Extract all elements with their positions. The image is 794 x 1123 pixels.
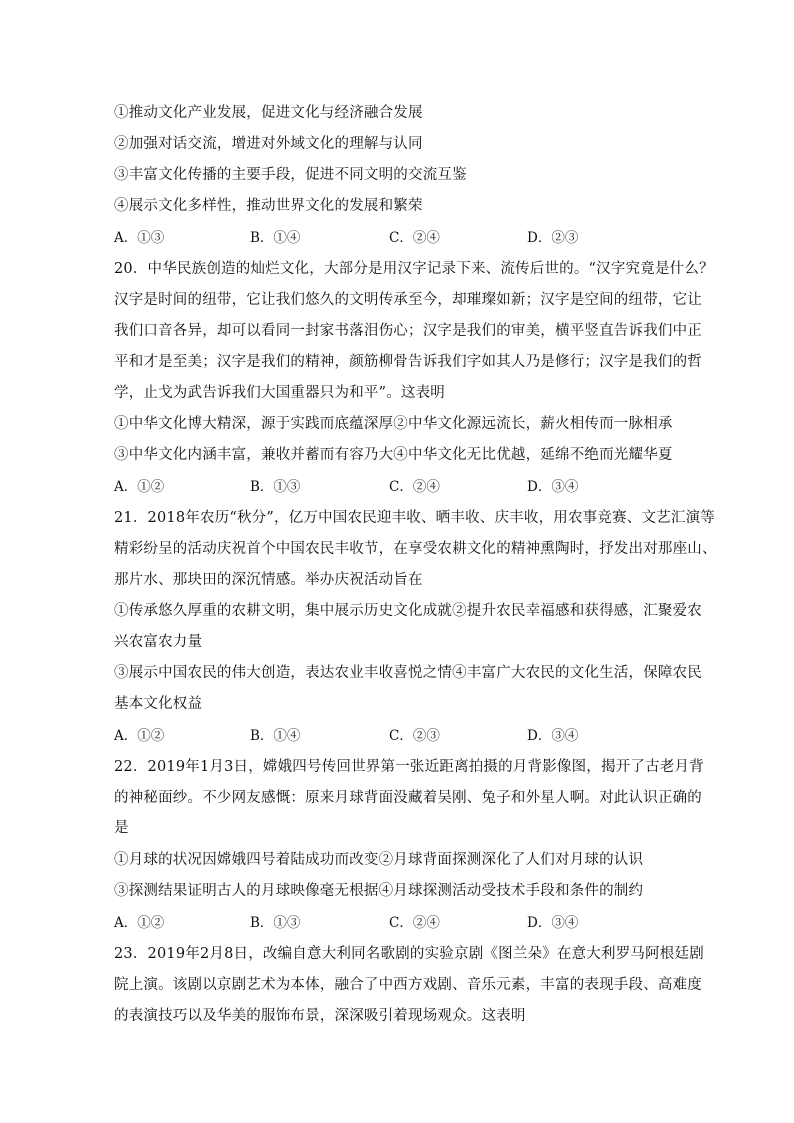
- q20-option-d: D．③④: [527, 479, 579, 495]
- q22-option-c: C．②④: [389, 915, 440, 931]
- q20-stem-line-3: 我们口音各异，却可以看同一封家书落泪伤心；汉字是我们的审美，横平竖直告诉我们中正: [114, 323, 702, 339]
- q21-option-b: B．①④: [250, 728, 301, 744]
- q19-option-a: A．①③: [114, 230, 165, 246]
- q19-item-2: ②加强对话交流，增进对外域文化的理解与认同: [114, 136, 423, 152]
- q22-stem-line-2: 的神秘面纱。不少网友感慨：原来月球背面没藏着吴刚、兔子和外星人啊。对此认识正确的: [114, 790, 702, 806]
- q19-option-c: C．②④: [389, 230, 440, 246]
- q21-item-line-4: 基本文化权益: [114, 696, 203, 712]
- q23-stem-line-2: 院上演。该剧以京剧艺术为本体，融合了中西方戏剧、音乐元素，丰富的表现手段、高难度: [114, 977, 702, 993]
- q21-item-line-2: 兴农富农力量: [114, 634, 203, 650]
- q22-item-line-1: ①月球的状况因嫦娥四号着陆成功而改变②月球背面探测深化了人们对月球的认识: [114, 852, 644, 868]
- q21-stem-line-2: 精彩纷呈的活动庆祝首个中国农民丰收节，在享受农耕文化的精神熏陶时，抒发出对那座山、: [114, 541, 717, 557]
- q20-item-line-2: ③中华文化内涵丰富，兼收并蓄而有容乃大④中华文化无比优越，延绵不绝而光耀华夏: [114, 447, 673, 463]
- q22-option-a: A．①②: [114, 915, 165, 931]
- q19-option-d: D．②③: [527, 230, 579, 246]
- q21-option-c: C．②③: [389, 728, 440, 744]
- q20-option-a: A．①②: [114, 479, 165, 495]
- q20-stem-line-1: 20．中华民族创造的灿烂文化，大部分是用汉字记录下来、流传后世的。“汉字究竟是什么？: [114, 261, 714, 277]
- q21-stem-line-1: 21．2018年农历“秋分”，亿万中国农民迎丰收、晒丰收、庆丰收，用农事竞赛、文艺汇演等: [114, 510, 715, 526]
- q20-stem-line-2: 汉字是时间的纽带，它让我们悠久的文明传承至今，却璀璨如新；汉字是空间的纽带，它让: [114, 292, 702, 308]
- q19-item-3: ③丰富文化传播的主要手段，促进不同文明的交流互鉴: [114, 167, 467, 183]
- q23-stem-line-1: 23．2019年2月8日，改编自意大利同名歌剧的实验京剧《图兰朵》在意大利罗马阿根廷剧: [114, 946, 704, 962]
- q21-item-line-1: ①传承悠久厚重的农耕文明，集中展示历史文化成就②提升农民幸福感和获得感，汇聚爱农: [114, 603, 702, 619]
- q21-option-a: A．①②: [114, 728, 165, 744]
- q23-stem-line-3: 的表演技巧以及华美的服饰布景，深深吸引着现场观众。这表明: [114, 1008, 526, 1024]
- q19-item-4: ④展示文化多样性，推动世界文化的发展和繁荣: [114, 198, 423, 214]
- q20-stem-line-4: 平和才是至美；汉字是我们的精神，颜筋柳骨告诉我们字如其人乃是修行；汉字是我们的哲: [114, 354, 702, 370]
- q22-stem-line-1: 22．2019年1月3日，嫦娥四号传回世界第一张近距离拍摄的月背影像图，揭开了古老月背: [114, 759, 704, 775]
- q20-item-line-1: ①中华文化博大精深，源于实践而底蕴深厚②中华文化源远流长，薪火相传而一脉相承: [114, 416, 673, 432]
- q19-option-b: B．①④: [250, 230, 301, 246]
- q20-option-c: C．②④: [389, 479, 440, 495]
- q20-stem-line-5: 学，止戈为武告诉我们大国重器只为和平”。这表明: [114, 385, 446, 401]
- q22-option-b: B．①③: [250, 915, 301, 931]
- q21-option-d: D．③④: [527, 728, 579, 744]
- q19-item-1: ①推动文化产业发展，促进文化与经济融合发展: [114, 105, 423, 121]
- q20-option-b: B．①③: [250, 479, 301, 495]
- q22-option-d: D．③④: [527, 915, 579, 931]
- q21-stem-line-3: 那片水、那块田的深沉情感。举办庆祝活动旨在: [114, 572, 423, 588]
- q22-item-line-2: ③探测结果证明古人的月球映像毫无根据④月球探测活动受技术手段和条件的制约: [114, 883, 644, 899]
- q22-stem-line-3: 是: [114, 820, 129, 836]
- q21-item-line-3: ③展示中国农民的伟大创造，表达农业丰收喜悦之情④丰富广大农民的文化生活，保障农民: [114, 665, 702, 681]
